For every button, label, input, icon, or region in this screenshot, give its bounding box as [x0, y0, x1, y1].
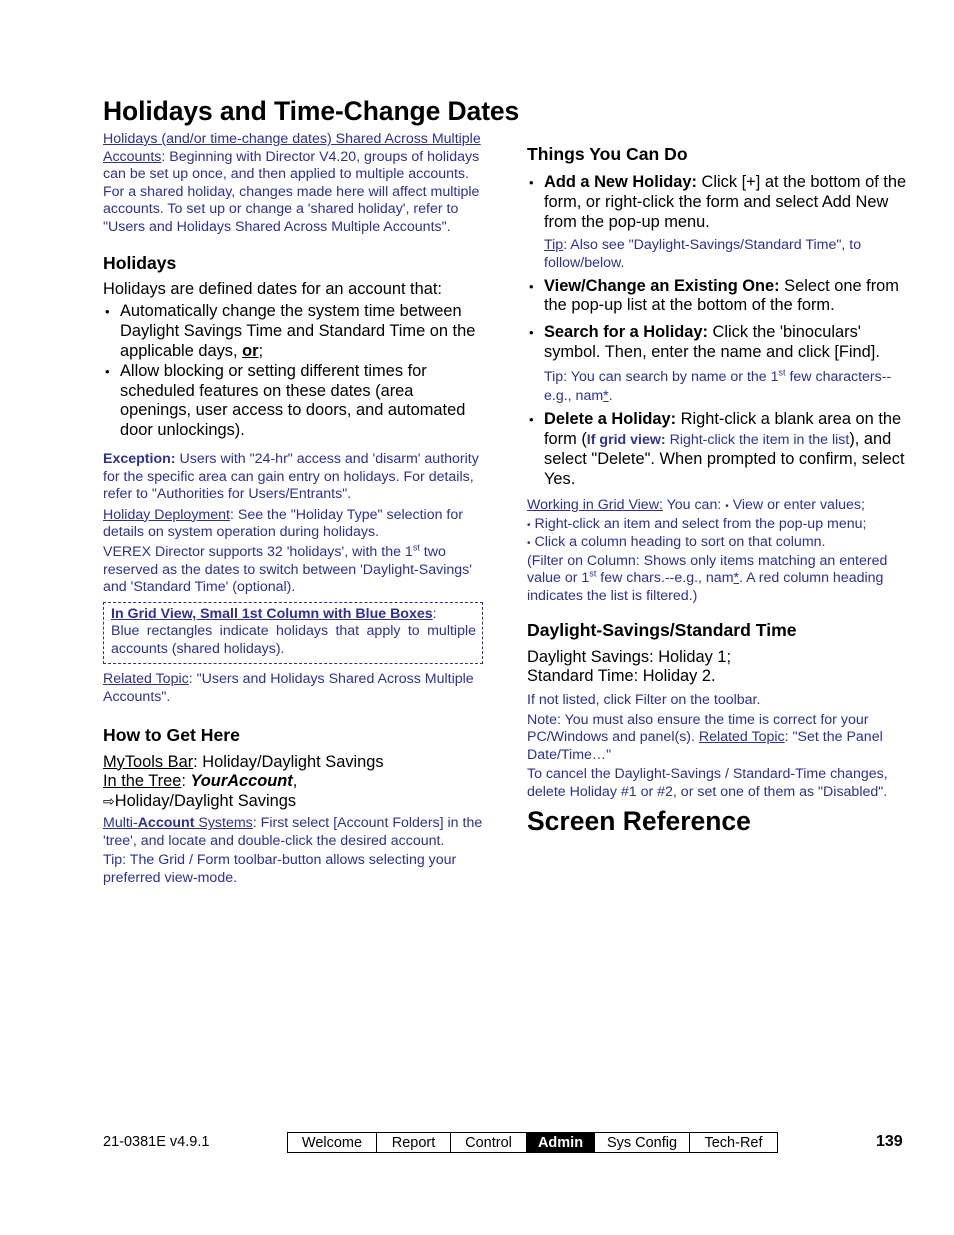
how-to-heading: How to Get Here: [103, 724, 240, 745]
screen-reference-heading: Screen Reference: [527, 805, 751, 836]
cancel-note: To cancel the Daylight-Savings / Standard-Time changes, delete Holiday #1 or #2, or set one of them as "Disabled".: [527, 766, 888, 801]
document-id: 21-0381E v4.9.1: [103, 1134, 210, 1150]
shared-link[interactable]: Holidays (and/or time-change dates) Shared Across Multiple Accounts: [103, 131, 481, 165]
verex-note: VEREX Director supports 32 'holidays', with the 1st two reserved as the dates to switch between 'Daylight-Savings' and 'Standard Time' (optional).: [103, 542, 472, 596]
dst-line-1: Daylight Savings: Holiday 1;: [527, 647, 732, 666]
holiday-deployment-link[interactable]: Holiday Deployment: [103, 506, 230, 523]
tab-sys-config[interactable]: Sys Config: [595, 1133, 690, 1152]
working-grid-link[interactable]: Working in Grid View:: [527, 496, 663, 513]
holidays-list: [103, 302, 483, 441]
list-item: • View/Change an Existing One: Select one from the pop-up list at the bottom of the form.: [527, 277, 907, 317]
multi-account-note: Multi-Account Systems: First select [Account Folders] in the 'tree', and locate and double-click the desired account.: [103, 815, 483, 849]
grid-form-tip: Tip: The Grid / Form toolbar-button allows selecting your preferred view-mode.: [103, 852, 457, 886]
tip-search: Tip: You can search by name or the 1st few characters--e.g., nam*.: [544, 367, 892, 404]
exception-note: Exception: Users with "24-hr" access and 'disarm' authority for the specific area can gain entry on holidays. For details, refer to "Authorities for Users/Entrants".: [103, 450, 479, 503]
not-listed-note: If not listed, click Filter on the toolbar.: [527, 692, 761, 709]
tab-report[interactable]: Report: [377, 1133, 451, 1152]
set-date-link[interactable]: Related Topic: [698, 729, 785, 746]
actions-list: [527, 173, 907, 232]
shared-note: [103, 131, 483, 237]
list-item: • Search for a Holiday: Click the 'binoculars' symbol. Then, enter the name and click [Find].: [527, 323, 907, 363]
tab-welcome[interactable]: Welcome: [288, 1133, 377, 1152]
callout-title: In Grid View, Small 1st Column with Blue Boxes: [111, 605, 433, 622]
tip-daylight: Tip: Also see "Daylight-Savings/Standard Time", to follow/below.: [544, 237, 862, 271]
actions-list-2: [527, 277, 907, 363]
actions-list-3: [527, 410, 907, 490]
related-topic-note: Related Topic: "Users and Holidays Shared Across Multiple Accounts".: [103, 671, 474, 706]
multi-account-link[interactable]: Multi-Account Systems: [103, 815, 253, 832]
deployment-note: Holiday Deployment: See the "Holiday Type" selection for details on system operation during holidays.: [103, 506, 463, 541]
page-title: Holidays and Time-Change Dates: [103, 96, 520, 126]
mytools-link[interactable]: MyTools Bar: [103, 752, 194, 771]
tree-link[interactable]: In the Tree: [103, 772, 182, 791]
dst-line-2: Standard Time: Holiday 2.: [527, 667, 716, 686]
tree-path: In the Tree: YourAccount, ⇨Holiday/Daylight Savings: [103, 772, 298, 811]
page-number: 139: [876, 1133, 903, 1150]
holidays-intro: Holidays are defined dates for an account that:: [103, 279, 442, 298]
time-note: Note: You must also ensure the time is correct for your PC/Windows and panel(s). Related Topic: "Set the Panel Date/Time…": [527, 711, 883, 763]
grid-view-note: Working in Grid View: You can: • View or enter values; • Right-click an item and select from the pop-up menu; • Click a column heading to sort on that column. (Filter on Column: Shows only items matching an entered value or 1st few chars.--e.g., nam*. A red column heading indicates the list is filtered.): [527, 496, 888, 604]
right-column: [527, 144, 907, 837]
callout-text: Blue rectangles indicate holidays that apply to multiple accounts (shared holidays).: [111, 623, 476, 657]
related-topic-link[interactable]: Related Topic: [103, 671, 189, 688]
list-item: • Allow blocking or setting different times for scheduled features on these dates (area openings, user access to doors, and automated door unlockings).: [103, 362, 483, 441]
things-heading: Things You Can Do: [527, 144, 688, 164]
tab-tech-ref[interactable]: Tech-Ref: [704, 1134, 763, 1151]
list-item: • Add a New Holiday: Click [+] at the bottom of the form, or right-click the form and select Add New from the pop-up menu.: [527, 173, 907, 232]
shared-text: : Beginning with Director V4.20, groups of holidays can be set up once, and then applied to multiple accounts. For a shared holiday, changes made here will affect multiple accounts. To set up or change a 'shared holiday', refer to "Users and Holidays Shared Across Multiple Accounts".: [103, 148, 480, 235]
holidays-heading: Holidays: [103, 252, 177, 273]
tip-link[interactable]: Tip: [544, 237, 564, 254]
tab-admin[interactable]: Admin: [527, 1133, 595, 1152]
arrow-right-icon: ⇨: [103, 794, 115, 811]
mytools-path: MyTools Bar: Holiday/Daylight Savings: [103, 752, 384, 771]
section-tabs: [287, 1132, 778, 1153]
list-item: • Automatically change the system time between Daylight Savings Time and Standard Time on the applicable days, or;: [103, 302, 483, 361]
list-item: • Delete a Holiday: Right-click a blank area on the form (If grid view: Right-click the item in the list), and select "Delete". When prompted to confirm, select Yes.: [527, 410, 907, 490]
tab-control[interactable]: Control: [451, 1133, 527, 1152]
dst-heading: Daylight-Savings/Standard Time: [527, 619, 797, 640]
left-column: [103, 131, 483, 887]
grid-view-callout: In Grid View, Small 1st Column with Blue Boxes: Blue rectangles indicate holidays that apply to multiple accounts (shared holidays).: [103, 602, 483, 665]
